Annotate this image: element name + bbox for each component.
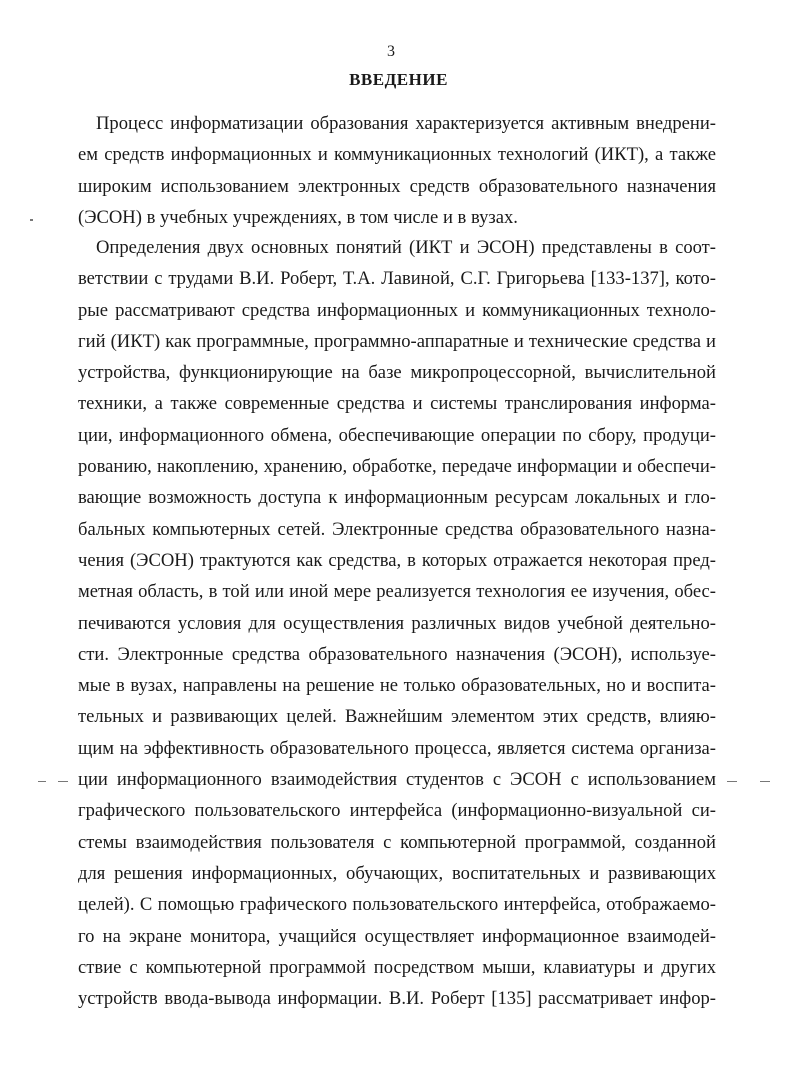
text-line: щим на эффективность образовательного процесса, является система организа- [78, 737, 716, 759]
text-line: сти. Электронные средства образовательного назначения (ЭСОН), используе- [78, 643, 716, 665]
text-line: мые в вузах, направлены на решение не только образовательных, но и воспита- [78, 675, 716, 697]
text-line: широким использованием электронных средств образовательного назначения [78, 175, 716, 197]
text-line: го на экране монитора, учащийся осуществляет информационное взаимодей- [78, 925, 716, 947]
scan-artifact-dot [30, 219, 33, 221]
scan-artifact-dash [38, 781, 46, 782]
text-line: Определения двух основных понятий (ИКТ и ЭСОН) представлены в соот- [96, 237, 716, 258]
text-line: метная область, в той или иной мере реализуется технология ее изучения, обес- [78, 581, 716, 603]
text-line: стемы взаимодействия пользователя с компьютерной программой, созданной [78, 831, 716, 853]
text-line: ем средств информационных и коммуникационных технологий (ИКТ), а также [78, 144, 716, 166]
section-heading: ВВЕДЕНИЕ [349, 70, 448, 89]
text-line: бальных компьютерных сетей. Электронные средства образовательного назна- [78, 518, 716, 540]
text-line: гий (ИКТ) как программные, программно-аппаратные и технические средства и [78, 330, 716, 352]
text-line: печиваются условия для осуществления различных видов учебной деятельно- [78, 612, 716, 634]
scan-artifact-dash [760, 781, 770, 782]
paragraph-1 [78, 108, 716, 233]
text-line: ции, информационного обмена, обеспечивающие операции по сбору, продуци- [78, 424, 716, 446]
page-number: 3 [387, 43, 395, 60]
scan-artifact-dash [58, 781, 68, 782]
text-line: вающие возможность доступа к информационным ресурсам локальных и гло- [78, 487, 716, 509]
text-line: (ЭСОН) в учебных учреждениях, в том числе и в вузах. [78, 206, 518, 228]
text-line: тельных и развивающих целей. Важнейшим элементом этих средств, влияю- [78, 706, 716, 728]
text-line: для решения информационных, обучающих, воспитательных и развивающих [78, 862, 716, 884]
text-line: чения (ЭСОН) трактуются как средства, в которых отражается некоторая пред- [78, 549, 716, 571]
text-line: устройств ввода-вывода информации. В.И. Роберт [135] рассматривает инфор- [78, 988, 716, 1010]
text-line: ствие с компьютерной программой посредством мыши, клавиатуры и других [78, 956, 716, 978]
text-line: графического пользовательского интерфейса (информационно-визуальной си- [78, 800, 716, 822]
text-line: ветствии с трудами В.И. Роберт, Т.А. Лавиной, С.Г. Григорьева [133-137], кото- [78, 268, 716, 290]
text-line: ции информационного взаимодействия студентов с ЭСОН с использованием [78, 769, 716, 791]
text-line: рые рассматривают средства информационных и коммуникационных техноло- [78, 299, 716, 321]
text-line: целей). С помощью графического пользовательского интерфейса, отображаемо- [78, 894, 716, 916]
scan-artifact-dash [727, 781, 737, 782]
text-line: техники, а также современные средства и системы транслирования информа- [78, 393, 716, 415]
paragraph-2 [78, 232, 716, 1014]
text-line: рованию, накоплению, хранению, обработке, передаче информации и обеспечи- [78, 456, 716, 478]
text-line: устройства, функционирующие на базе микропроцессорной, вычислительной [78, 362, 716, 384]
text-line: Процесс информатизации образования характеризуется активным внедрени- [96, 113, 716, 134]
